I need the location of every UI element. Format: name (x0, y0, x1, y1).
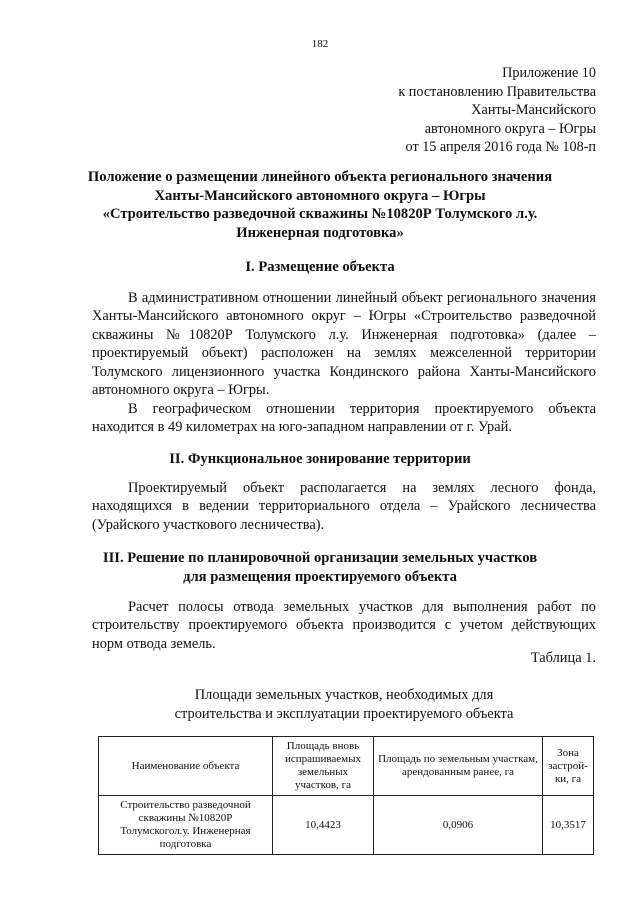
section-3-heading-line: для размещения проектируемого объекта (183, 568, 457, 585)
section-1-heading: I. Размещение объекта (245, 259, 395, 275)
section-1-paragraph-2: В географическом отношении территория проектируемого объекта находится в 49 километрах на юго-западном направлении от г. Урай. (92, 401, 596, 436)
section-2-heading: II. Функциональное зонирование территории (169, 451, 471, 467)
header-leased-area: Площадь по земельным участкам, арендованным ранее, га (374, 737, 543, 796)
section-1-paragraph-1: В административном отношении линейный объект регионального значения Ханты-Мансийского автономного округ – Югры «Строительство разведочной скважины №10820Р Толумского л.у. Инженерная подготовка» (далее – проектируемый объект) расположен на землях межселенной территории Толумского лицензионного участка Кондинского района Ханты-Мансийского автономного округа – Югры. (92, 290, 596, 399)
table-header-row (99, 737, 594, 796)
table-caption-line: строительства и эксплуатации проектируемого объекта (174, 705, 514, 722)
table-caption-line: Площади земельных участков, необходимых для (194, 687, 494, 703)
land-area-table (98, 736, 594, 855)
table-label: Таблица 1. (530, 650, 596, 666)
appendix-line: от 15 апреля 2016 года № 108-п (405, 139, 596, 155)
appendix-line: автономного округа – Югры (424, 120, 596, 137)
section-3-heading-line: III. Решение по планировочной организации земельных участков (102, 550, 538, 566)
table-row (99, 796, 594, 855)
title-line: «Строительство разведочной скважины №10820Р Толумского л.у. (102, 206, 538, 222)
page-number: 182 (311, 38, 329, 50)
section-3-paragraph-1: Расчет полосы отвода земельных участков для выполнения работ по строительству проектируемого объекта производится с учетом действующих норм отвода земель. (92, 599, 596, 652)
table-caption (92, 686, 596, 723)
section-3-heading (60, 549, 580, 586)
header-object-name: Наименование объекта (99, 737, 273, 796)
header-built-zone: Зона застрой-ки, га (543, 737, 594, 796)
title-line: Положение о размещении линейного объекта регионального значения (87, 169, 553, 185)
appendix-line: к постановлению Правительства (398, 83, 596, 100)
appendix-line: Приложение 10 (502, 65, 596, 81)
section-2-paragraph-1: Проектируемый объект располагается на землях лесного фонда, находящихся в ведении территориального отдела – Урайского лесничества (Урайского участкового лесничества). (92, 480, 596, 533)
appendix-reference (296, 64, 596, 157)
cell-built-zone: 10,3517 (543, 796, 594, 855)
cell-object-name: Строительство разведочной скважины №10820Р Толумскогол.у. Инженерная подготовка (99, 796, 273, 855)
title-line: Ханты-Мансийского автономного округа – Югры (154, 187, 486, 204)
document-title (60, 168, 580, 242)
cell-leased-area: 0,0906 (374, 796, 543, 855)
cell-new-area: 10,4423 (273, 796, 374, 855)
title-line: Инженерная подготовка» (236, 224, 404, 241)
header-new-area: Площадь вновь испрашиваемых земельных участков, га (273, 737, 374, 796)
appendix-line: Ханты-Мансийского (471, 102, 596, 118)
